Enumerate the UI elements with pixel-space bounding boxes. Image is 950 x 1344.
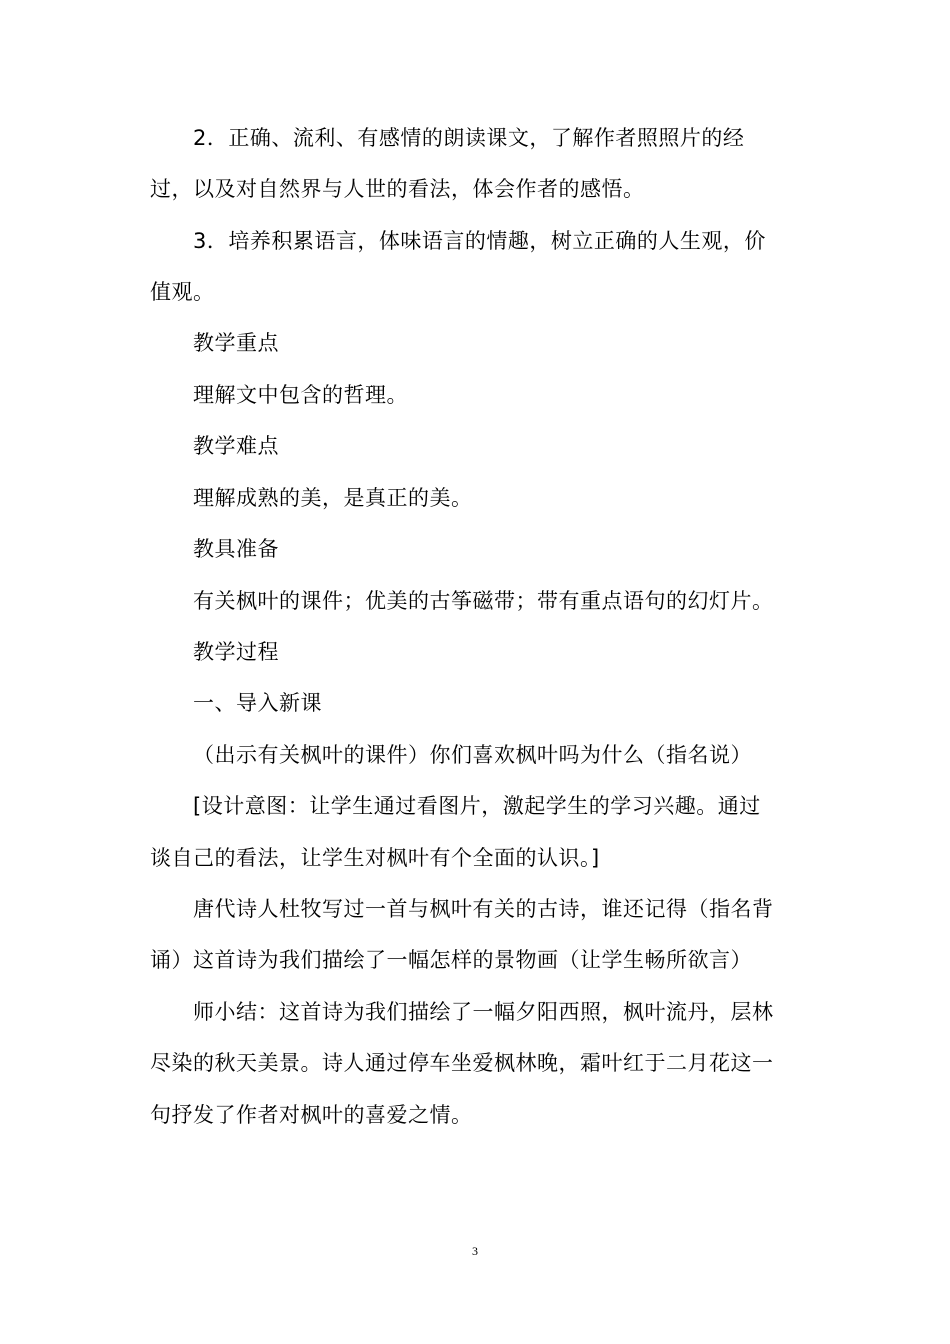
objective-3-line-2: 值观。	[150, 280, 215, 304]
design-intent-line-1: [设计意图：让学生通过看图片，激起学生的学习兴趣。通过	[193, 794, 761, 818]
objective-2-line-1: 2．正确、流利、有感情的朗读课文，了解作者照照片的经	[193, 126, 745, 150]
objective-2-line-2: 过，以及对自然界与人世的看法，体会作者的感悟。	[150, 177, 645, 201]
teaching-aids-text: 有关枫叶的课件；优美的古筝磁带；带有重点语句的幻灯片。	[193, 589, 774, 613]
summary-line-2: 尽染的秋天美景。诗人通过停车坐爱枫林晚，霜叶红于二月花这一	[150, 1051, 774, 1075]
teaching-difficulty-text: 理解成熟的美，是真正的美。	[193, 486, 473, 510]
heading-teaching-aids: 教具准备	[193, 537, 279, 561]
poem-paragraph-line-2: 诵）这首诗为我们描绘了一幅怎样的景物画（让学生畅所欲言）	[150, 948, 752, 972]
section-introduction-heading: 一、导入新课	[193, 691, 322, 715]
poem-paragraph-line-1: 唐代诗人杜牧写过一首与枫叶有关的古诗，谁还记得（指名背	[193, 897, 774, 921]
introduction-question: （出示有关枫叶的课件）你们喜欢枫叶吗为什么（指名说）	[193, 743, 752, 767]
heading-teaching-difficulty: 教学难点	[193, 434, 279, 458]
heading-teaching-process: 教学过程	[193, 640, 279, 664]
design-intent-line-2: 谈自己的看法，让学生对枫叶有个全面的认识。]	[150, 846, 600, 870]
summary-line-1: 师小结：这首诗为我们描绘了一幅夕阳西照，枫叶流丹，层林	[193, 1000, 774, 1024]
teaching-focus-text: 理解文中包含的哲理。	[193, 383, 408, 407]
objective-3-line-1: 3．培养积累语言，体味语言的情趣，树立正确的人生观，价	[193, 229, 766, 253]
heading-teaching-focus: 教学重点	[193, 331, 279, 355]
summary-line-3: 句抒发了作者对枫叶的喜爱之情。	[150, 1103, 473, 1127]
page-number: 3	[472, 1244, 478, 1258]
